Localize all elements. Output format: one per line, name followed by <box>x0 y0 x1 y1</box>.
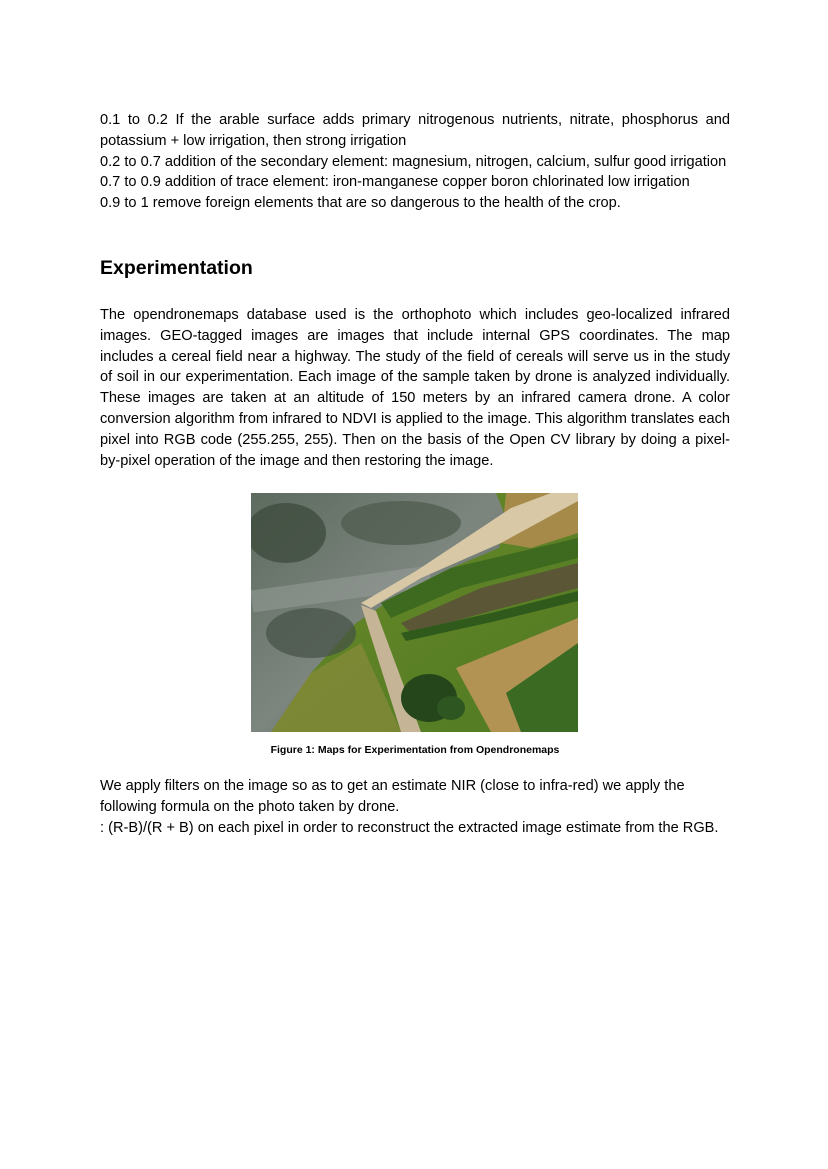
intro-line-1: 0.1 to 0.2 If the arable surface adds primary nitrogenous nutrients, nitrate, phosphorus and potassium + low irrigation, then strong irrigation <box>100 112 730 149</box>
formula-section <box>100 776 730 838</box>
after-line-1: We apply filters on the image so as to get an estimate NIR (close to infra-red) we apply the following formula on the photo taken by drone. <box>100 778 685 815</box>
section-heading: Experimentation <box>100 257 253 279</box>
intro-line-3: 0.7 to 0.9 addition of trace element: iron-manganese copper boron chlorinated low irrigation <box>100 174 690 191</box>
section-paragraph: The opendronemaps database used is the orthophoto which includes geo-localized infrared images. GEO-tagged images are images that include internal GPS coordinates. The map includes a cereal field near a highway. The study of the field of cereals will serve us in the study of soil in our experimentation. Each image of the sample taken by drone is analyzed individually. These images are taken at an altitude of 150 meters by an infrared camera drone. A color conversion algorithm from infrared to NDVI is applied to the image. This algorithm translates each pixel into RGB code (255.255, 255). Then on the basis of the Open CV library by doing a pixel-by-pixel operation of the image and then restoring the image. <box>100 307 730 469</box>
document-page <box>100 110 730 836</box>
intro-list <box>100 110 730 214</box>
aerial-map-image <box>251 493 578 732</box>
intro-line-2: 0.2 to 0.7 addition of the secondary element: magnesium, nitrogen, calcium, sulfur good irrigation <box>100 153 727 170</box>
aerial-photo-graphic <box>251 493 578 732</box>
figure-caption: Figure 1: Maps for Experimentation from Opendronemaps <box>270 744 560 756</box>
intro-line-4: 0.9 to 1 remove foreign elements that are so dangerous to the health of the crop. <box>100 195 621 212</box>
after-line-2: : (R-B)/(R + B) on each pixel in order to reconstruct the extracted image estimate from the RGB. <box>100 819 719 836</box>
